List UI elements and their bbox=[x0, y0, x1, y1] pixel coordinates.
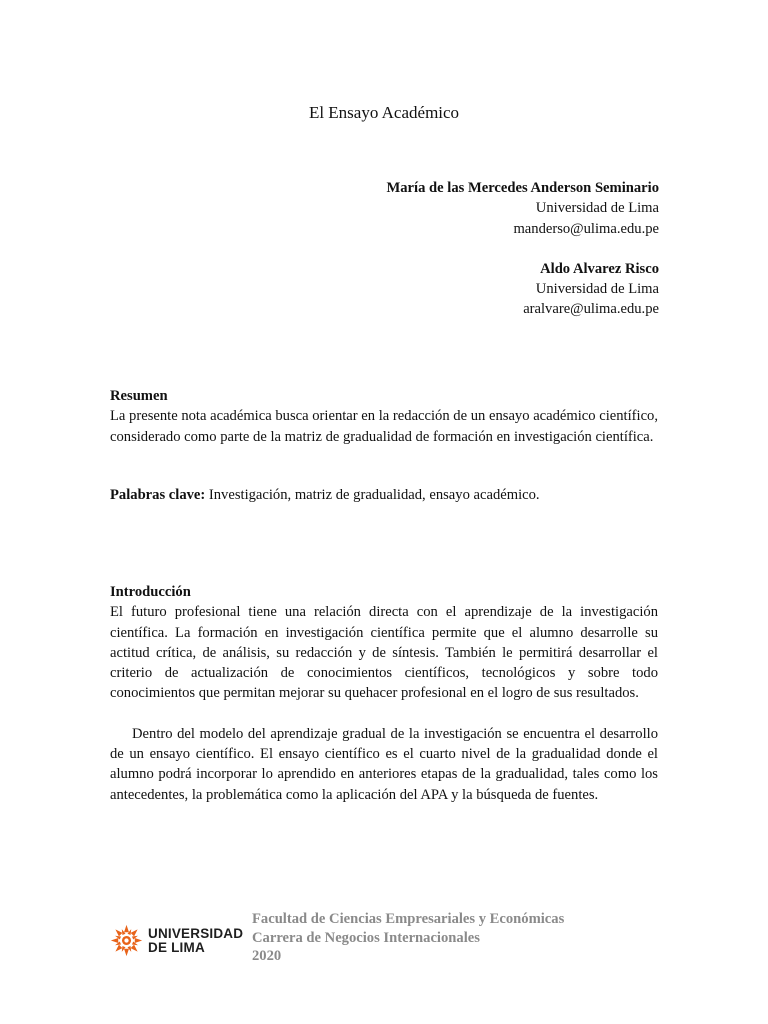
author-name: María de las Mercedes Anderson Seminario bbox=[386, 180, 659, 196]
document-title: El Ensayo Académico bbox=[308, 103, 460, 122]
university-logo bbox=[110, 924, 244, 960]
author-email: aralvare@ulima.edu.pe bbox=[523, 301, 659, 318]
abstract-heading: Resumen bbox=[110, 388, 168, 404]
author-name: Aldo Alvarez Risco bbox=[540, 260, 659, 277]
author-affiliation: Universidad de Lima bbox=[535, 281, 659, 298]
keywords-label: Palabras clave: bbox=[110, 487, 206, 503]
introduction-paragraph-1: El futuro profesional tiene una relación directa con el aprendizaje de la investigación científica. La formación en investigación científica permite que el alumno desarrolle su actitud crítica, de análisis, su redacción y de síntesis. También le permitirá desarrollar el criterio de actualización de conocimientos científicos, tecnológicos y sobre todo conocimientos que permitan mejorar su quehacer profesional en el logro de sus resultados. bbox=[110, 604, 658, 702]
wordmark-line-2: DE LIMA bbox=[148, 940, 205, 955]
introduction-paragraph-2: Dentro del modelo del aprendizaje gradual de la investigación se encuentra el desarrollo de un ensayo científico. El ensayo científico es el cuarto nivel de la gradualidad donde el alumno podrá incorporar lo aprendido en anteriores etapas de la gradualidad, tales como los antecedentes, la problemática como la aplicación del APA y la búsqueda de fuentes. bbox=[110, 725, 658, 803]
abstract-section bbox=[110, 386, 658, 447]
author-2 bbox=[386, 259, 659, 320]
sun-emblem-icon bbox=[110, 924, 143, 957]
footer-career: Carrera de Negocios Internacionales bbox=[252, 929, 480, 946]
footer-year: 2020 bbox=[252, 948, 282, 965]
introduction-heading: Introducción bbox=[110, 584, 191, 600]
introduction-section bbox=[110, 582, 658, 805]
abstract-body: La presente nota académica busca orientar en la redacción de un ensayo académico científico, considerado como parte de la matriz de gradualidad de formación en investigación científica. bbox=[110, 408, 658, 445]
footer-faculty: Facultad de Ciencias Empresariales y Económicas bbox=[252, 911, 565, 927]
author-email: manderso@ulima.edu.pe bbox=[513, 220, 659, 237]
university-wordmark bbox=[148, 927, 243, 955]
wordmark-line-1: UNIVERSIDAD bbox=[148, 926, 244, 941]
author-affiliation: Universidad de Lima bbox=[535, 200, 659, 217]
keywords-text: Investigación, matriz de gradualidad, ensayo académico. bbox=[205, 487, 540, 503]
footer-info bbox=[252, 910, 564, 966]
author-1 bbox=[386, 178, 659, 239]
author-block bbox=[386, 178, 659, 320]
keywords-line bbox=[110, 485, 658, 505]
